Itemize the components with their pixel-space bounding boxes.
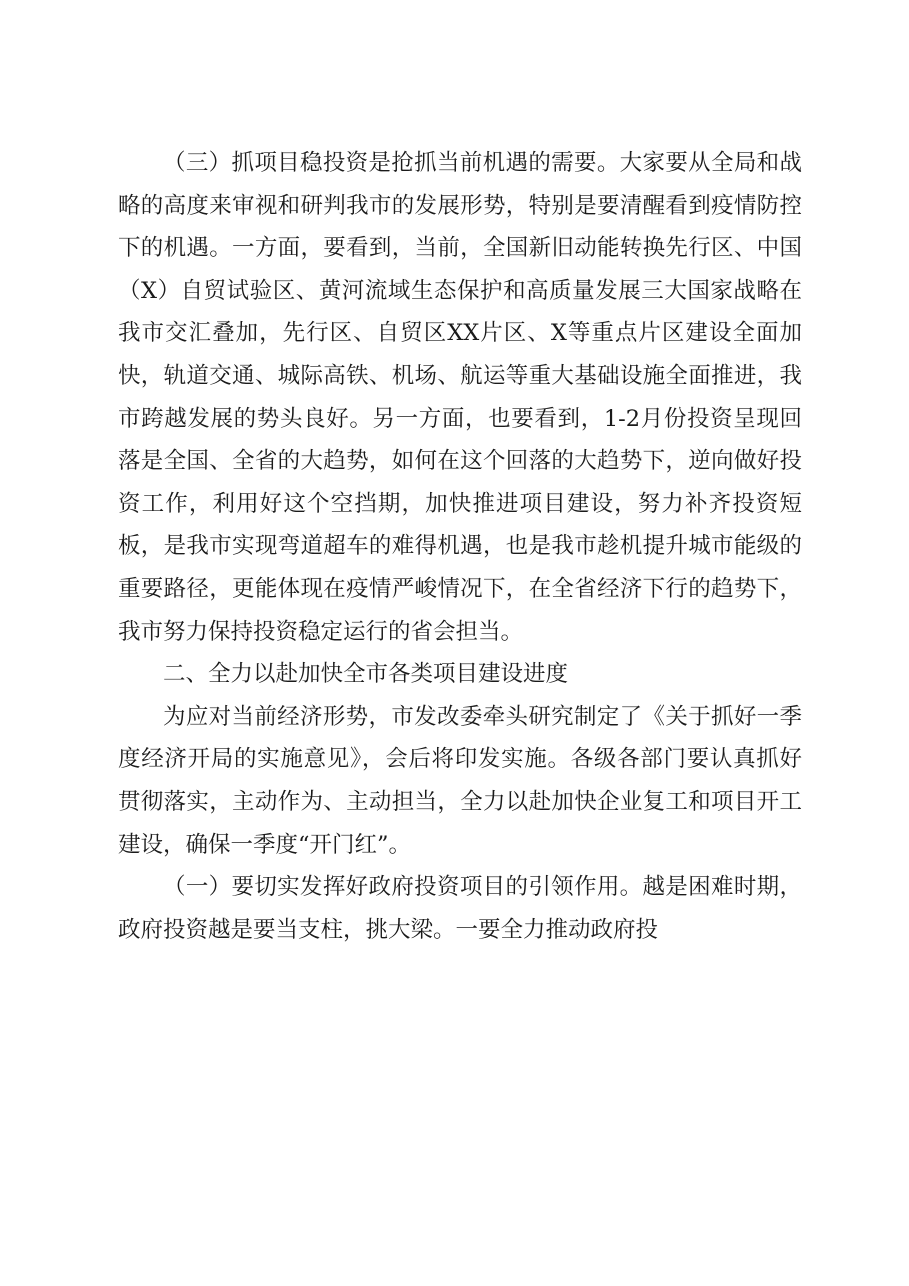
section-heading: 二、全力以赴加快全市各类项目建设进度 — [163, 661, 569, 688]
paragraph-opportunity: （三）抓项目稳投资是抢抓当前机遇的需要。大家要从全局和战略的高度来审视和研判我市的发展形势，特别是要清醒看到疫情防控下的机遇。一方面，要看到，当前，全国新旧动能转换先行区、中国（X）自贸试验区、黄河流域生态保护和高质量发展三大国家战略在我市交汇叠加，先行区、自贸区XX片区、X等重点片区建设全面加快，轨道交通、城际高铁、机场、航运等重大基础设施全面推进，我市跨越发展的势头良好。另一方面，也要看到，1-2月份投资呈现回落是全国、全省的大趋势，如何在这个回落的大趋势下，逆向做好投资工作，利用好这个空挡期，加快推进项目建设，努力补齐投资短板，是我市实现弯道超车的难得机遇，也是我市趁机提升城市能级的重要路径，更能体现在疫情严峻情况下，在全省经济下行的趋势下，我市努力保持投资稳定运行的省会担当。 — [118, 150, 802, 645]
paragraph-government-investment: （一）要切实发挥好政府投资项目的引领作用。越是困难时期，政府投资越是要当支柱，挑大梁。一要全力推动政府投 — [118, 874, 802, 943]
paragraph-implementation: 为应对当前经济形势，市发改委牵头研究制定了《关于抓好一季度经济开局的实施意见》，会后将印发实施。各级各部门要认真抓好贯彻落实，主动作为、主动担当，全力以赴加快企业复工和项目开工建设，确保一季度“开门红”。 — [118, 703, 802, 858]
document-body — [118, 142, 802, 951]
